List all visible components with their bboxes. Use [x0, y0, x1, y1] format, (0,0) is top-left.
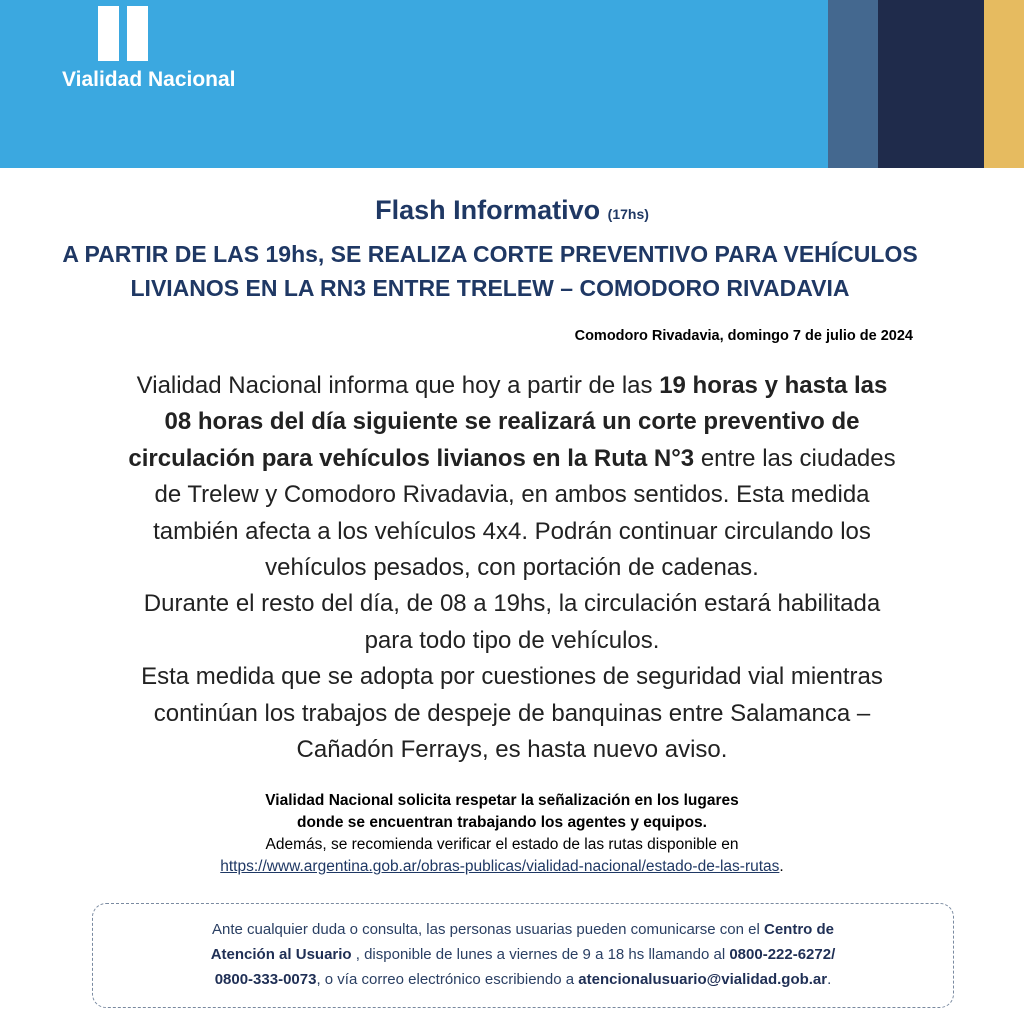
contact-line-3b: , o vía correo electrónico escribiendo a [316, 971, 579, 988]
body-line [40, 368, 984, 404]
accent-stripe-navy [878, 0, 984, 168]
headline-line-1: A PARTIR DE LAS 19hs, SE REALIZA CORTE PREVENTIVO PARA VEHÍCULOS [62, 241, 918, 267]
brand-name: Vialidad Nacional [62, 68, 236, 91]
body-line-2: 08 horas del día siguiente se realizará un corte preventivo de [164, 408, 860, 436]
accent-stripe-gold [984, 0, 1024, 168]
body-line-1b: 19 horas y hasta las [659, 372, 888, 399]
road-status-link[interactable]: https://www.argentina.gob.ar/obras-publicas/vialidad-nacional/estado-de-las-rutas [220, 858, 780, 875]
title-main: Flash Informativo [375, 195, 601, 225]
contact-line-3d: . [827, 971, 832, 988]
body-line-3a: circulación para vehículos livianos en la Ruta N°3 [128, 444, 695, 472]
body-line-8: para todo tipo de vehículos. [364, 626, 660, 654]
notice-link-line [0, 856, 1004, 878]
contact-line-2a: Atención al Usuario [210, 946, 352, 963]
body-line-6: vehículos pesados, con portación de cadenas. [265, 554, 759, 582]
page-title [0, 195, 1024, 226]
contact-line-1a: Ante cualquier duda o consulta, las personas usuarias pueden comunicarse con el [211, 921, 764, 938]
body-line-7: Durante el resto del día, de 08 a 19hs, la circulación estará habilitada [143, 590, 881, 618]
body-line-10: continúan los trabajos de despeje de banquinas entre Salamanca – [153, 699, 871, 727]
notice-line-1: Vialidad Nacional solicita respetar la señalización en los lugares [265, 792, 739, 809]
link-suffix: . [779, 858, 784, 875]
headline-line-2: LIVIANOS EN LA RN3 ENTRE TRELEW – COMODORO RIVADAVIA [130, 275, 850, 301]
body-text [40, 368, 984, 768]
body-line-9: Esta medida que se adopta por cuestiones de seguridad vial mientras [141, 663, 883, 691]
headline [0, 237, 980, 305]
body-line-5: también afecta a los vehículos 4x4. Podrán continuar circulando los [153, 517, 871, 545]
body-line [40, 441, 984, 477]
notice-line-3: Además, se recomienda verificar el estado de las rutas disponible en [265, 836, 739, 853]
contact-line-1b: Centro de [764, 921, 835, 938]
contact-line-3 [93, 967, 953, 992]
contact-email: atencionalusuario@vialidad.gob.ar [578, 971, 828, 988]
phone-2: 0800-333-0073 [214, 971, 317, 988]
body-line-11: Cañadón Ferrays, es hasta nuevo aviso. [296, 736, 728, 764]
phone-1: 0800-222-6272/ [729, 946, 836, 963]
notice-line-2: donde se encuentran trabajando los agentes y equipos. [297, 814, 707, 831]
dateline: Comodoro Rivadavia, domingo 7 de julio de 2024 [574, 328, 913, 344]
safety-notice [0, 790, 1004, 878]
body-line-4: de Trelew y Comodoro Rivadavia, en ambos sentidos. Esta medida [154, 481, 870, 509]
body-line-1a: Vialidad Nacional informa que hoy a partir de las [136, 372, 660, 399]
contact-line-2b: , disponible de lunes a viernes de 9 a 18 hs llamando al [351, 946, 730, 963]
contact-box [92, 903, 954, 1008]
contact-line-2 [93, 942, 953, 967]
logo-mark-right-bar [127, 6, 148, 61]
contact-line-1 [93, 917, 953, 942]
logo-mark-left-bar [98, 6, 119, 61]
header-banner [0, 0, 1024, 168]
accent-stripe-steel [828, 0, 878, 168]
body-line-3b: entre las ciudades [694, 444, 896, 472]
title-time: (17hs) [607, 206, 649, 222]
